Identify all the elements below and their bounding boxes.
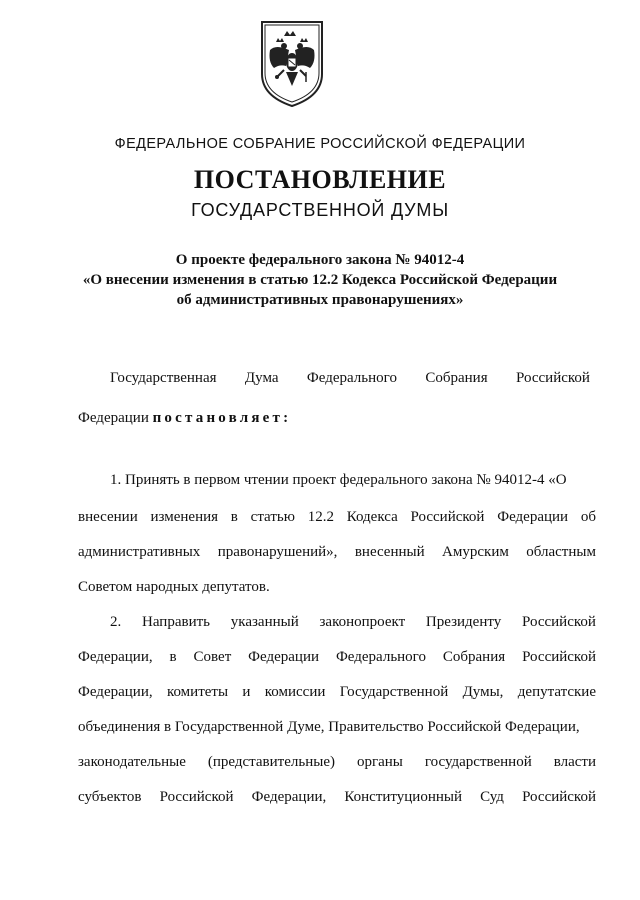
preamble-line [110,368,590,388]
word: Федерального [306,370,397,386]
subject-line: «О внесении изменения в статью 12.2 Кодекса Российской Федерации [82,272,558,288]
point1-line: внесении изменения в статью 12.2 Кодекса Российской Федерации об [78,509,596,525]
document-subject [60,250,580,310]
point2-line: Федерации, в Совет Федерации Федерального Собрания Российской [78,649,596,665]
line-text: 1. Принять в первом чтении проект федерального закона № 94012-4 «О [110,472,567,488]
subject-line: об административных правонарушениях» [176,292,464,308]
point2-line: объединения в Государственной Думе, Правительство Российской Федерации, [78,719,580,735]
word: Государственная [110,370,217,386]
point2-line: 2. Направить указанный законопроект Президенту Российской [110,614,596,630]
point2-line: субъектов Российской Федерации, Конституционный Суд Российской [78,789,596,805]
point1-line: Советом народных депутатов. [78,579,270,595]
document-title: ПОСТАНОВЛЕНИЕ [193,165,447,194]
preamble-line [78,408,291,428]
point2-line: Федерации, комитеты и комиссии Государственной Думы, депутатские [78,684,596,700]
point1-line: административных правонарушений», внесенный Амурским областным [78,544,596,560]
point1-line [110,470,596,490]
word: Собрания [425,370,488,386]
word: Дума [244,370,279,386]
organization-name: ФЕДЕРАЛЬНОЕ СОБРАНИЕ РОССИЙСКОЙ ФЕДЕРАЦИИ [114,136,526,152]
resolves-word: постановляет: [152,410,292,426]
coat-of-arms-icon [256,16,328,108]
point2-line: законодательные (представительные) органы государственной власти [78,754,596,770]
word: Российской [516,370,590,386]
document-subtitle: ГОСУДАРСТВЕННОЙ ДУМЫ [191,200,449,220]
word: Федерации [78,410,149,426]
subject-line: О проекте федерального закона № 94012-4 [175,252,465,268]
